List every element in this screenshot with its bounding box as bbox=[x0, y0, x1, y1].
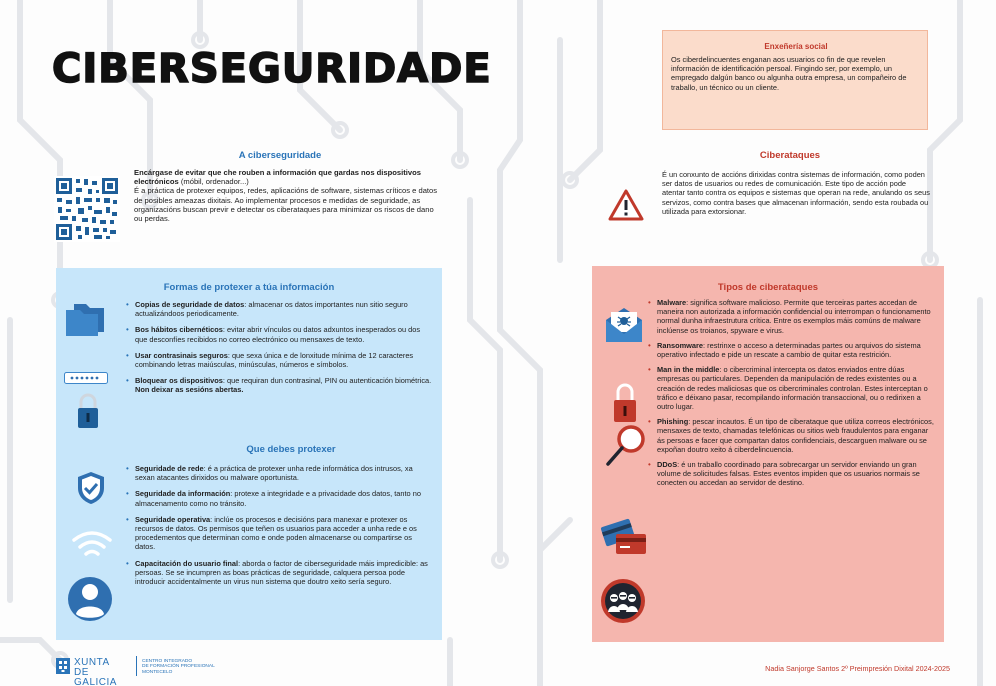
list-item: • Ransomware: restrinxe o acceso a determinadas partes ou arquivos do sistema operativo infectado e pide un rescate a cambio de quitar esta restrición. bbox=[648, 341, 934, 359]
intro-lead: Encárgase de evitar que che rouben a información que gardas nos dispositivos electrónicos bbox=[134, 168, 421, 187]
intro-text bbox=[134, 168, 440, 223]
types-heading: Tipos de ciberataques bbox=[717, 282, 819, 293]
password-field-icon bbox=[64, 372, 108, 384]
social-text: Os ciberdelincuentes enganan aos usuarios co fin de que revelen información de identificación persoal. Fingindo ser, por exemplo, un empregado dalgún banco ou algunha outra empresa, un compañeiro de traballo, un técnico ou un cliente. bbox=[671, 55, 907, 92]
padlock-icon bbox=[76, 392, 100, 430]
list-item: • Bloquear os dispositivos: que requiran dun contrasinal, PIN ou autenticación biométrica. Non deixar as sesións abertas. bbox=[126, 376, 432, 394]
credit-card-icon bbox=[600, 516, 648, 558]
author-credit: Nadia Sanjorge Santos 2º Preimpresión Dixital 2024-2025 bbox=[765, 664, 950, 673]
intro-body: É a práctica de protexer equipos, redes, aplicacións de software, sistemas críticos e datos de posibles ameazas dixitais. Ao implementar procesos e medidas de seguridade, as organizacións buscan previr e detectar os ciberataques para minimizar os riscos de dano ou perdas. bbox=[134, 186, 438, 224]
what-protect-heading: Que debes protexer bbox=[246, 444, 336, 455]
protection-list bbox=[126, 300, 432, 395]
magnifier-icon bbox=[604, 422, 648, 468]
list-item: • Capacitación do usuario final: aborda o factor de ciberseguridade máis impredicible: as persoas. Se se incumpren as boas prácticas de seguridade, calquera persoa pode introducir accidentalmente un virus nun sistema que doutro xeito sería seguro. bbox=[126, 559, 432, 587]
cyberattacks-heading: Ciberataques bbox=[759, 150, 821, 161]
ddos-group-icon bbox=[600, 578, 646, 624]
list-item: • Seguridade da información: protexe a integridade e a privacidade dos datos, tanto no almacenamento como no tránsito. bbox=[126, 489, 432, 507]
list-item: • Copias de seguridade de datos: almacenar os datos importantes nun sitio seguro actualizándoos periodicamente. bbox=[126, 300, 432, 318]
list-item: • Usar contrasinais seguros: que sexa única e de lonxitude mínima de 12 caracteres combinando letras maiúsculas, minúsculas, números e símbolos. bbox=[126, 351, 432, 369]
folder-icon bbox=[64, 298, 108, 338]
qr-code-icon bbox=[54, 176, 120, 242]
intro-lead-rest: (móbil, ordenador...) bbox=[180, 177, 249, 187]
xunta-logo-text: XUNTA DE GALICIA bbox=[74, 657, 117, 686]
malware-envelope-icon bbox=[604, 306, 644, 344]
user-avatar-icon bbox=[68, 574, 112, 624]
wifi-icon bbox=[70, 528, 114, 562]
attack-types-list bbox=[648, 298, 934, 488]
page-title: CIBERSEGURIDADE bbox=[52, 46, 492, 92]
warning-icon bbox=[608, 188, 644, 222]
social-heading: Enxeñería social bbox=[764, 42, 828, 51]
list-item: • Seguridade operativa: inclúe os procesos e decisións para manexar e protexer os recursos de datos. Os permisos que teñen os usuarios para acceder a unha rede e os procedementos que determinan como e onde poden almacenarse ou compartirse os datos. bbox=[126, 515, 432, 552]
list-item: • Seguridade de rede: é a práctica de protexer unha rede informática dos intrusos, xa sexan atacantes dirixidos ou malware oportunista. bbox=[126, 464, 432, 482]
list-item: • Malware: significa software malicioso. Permite que terceiras partes accedan de maneira non autorizada a información confidencial ou interrompan o funcionamento normal dunha infraestrutura crítica. Entre os exemplos máis comúns de malware inclúense os troianos, spyware e virus. bbox=[648, 298, 934, 335]
intro-heading: A ciberseguridade bbox=[238, 150, 322, 161]
shield-check-icon bbox=[76, 470, 106, 506]
footer-divider bbox=[136, 656, 137, 676]
xunta-emblem-icon bbox=[56, 658, 70, 674]
ransomware-lock-icon bbox=[612, 380, 638, 424]
list-item: • DDoS: é un traballo coordinado para sobrecargar un servidor enviando un gran volume de solicitudes falsas. Estes eventos impiden que os usuarios normais se conecten ou accedan ao servidor de destino. bbox=[648, 460, 934, 488]
cyberattacks-text: É un conxunto de accións dirixidas contra sistemas de información, como poden ser datos de usuarios ou redes de comunicación. Este tipo de acción pode atentar tanto contra os equipos e sistemas que operan na rede, anulando os seus servizos, como contra bases que almacenan información, sendo esta roubada ou utilizada para extorsionar. bbox=[662, 170, 930, 216]
list-item: • Phishing: pescar incautos. É un tipo de ciberataque que utiliza correos electrónicos, mensaxes de texto, chamadas telefónicas ou sitios web fraudulentos para enganar ás persoas e facer que compartan datos confidenciais, descarguen malware ou se expoñan doutro xeito á ciberdelincuencia. bbox=[648, 417, 934, 454]
protection-box bbox=[56, 268, 442, 640]
social-engineering-box bbox=[662, 30, 928, 130]
protection-heading: Formas de protexer a túa información bbox=[163, 282, 335, 293]
list-item: • Bos hábitos cibernéticos: evitar abrir vínculos ou datos adxuntos inesperados ou dos que desconfíes recibidos no correo electrónico ou mensaxes de texto. bbox=[126, 325, 432, 343]
what-protect-list bbox=[126, 464, 432, 586]
list-item: • Man in the middle: o cibercriminal intercepta os datos enviados entre dúas empresas ou particulares. Dependen da manipulación de redes existentes ou a creación de redes maliciosas que os cibercriminales controlan. Estes interceptan o tráfico e déixano pasar, recompilando información transaccional, ou o redirixen a outro lugar. bbox=[648, 365, 934, 411]
school-logo-text: CENTRO INTEGRADO DE FORMACIÓN PROFESIONAL MONTECELO bbox=[142, 659, 215, 675]
